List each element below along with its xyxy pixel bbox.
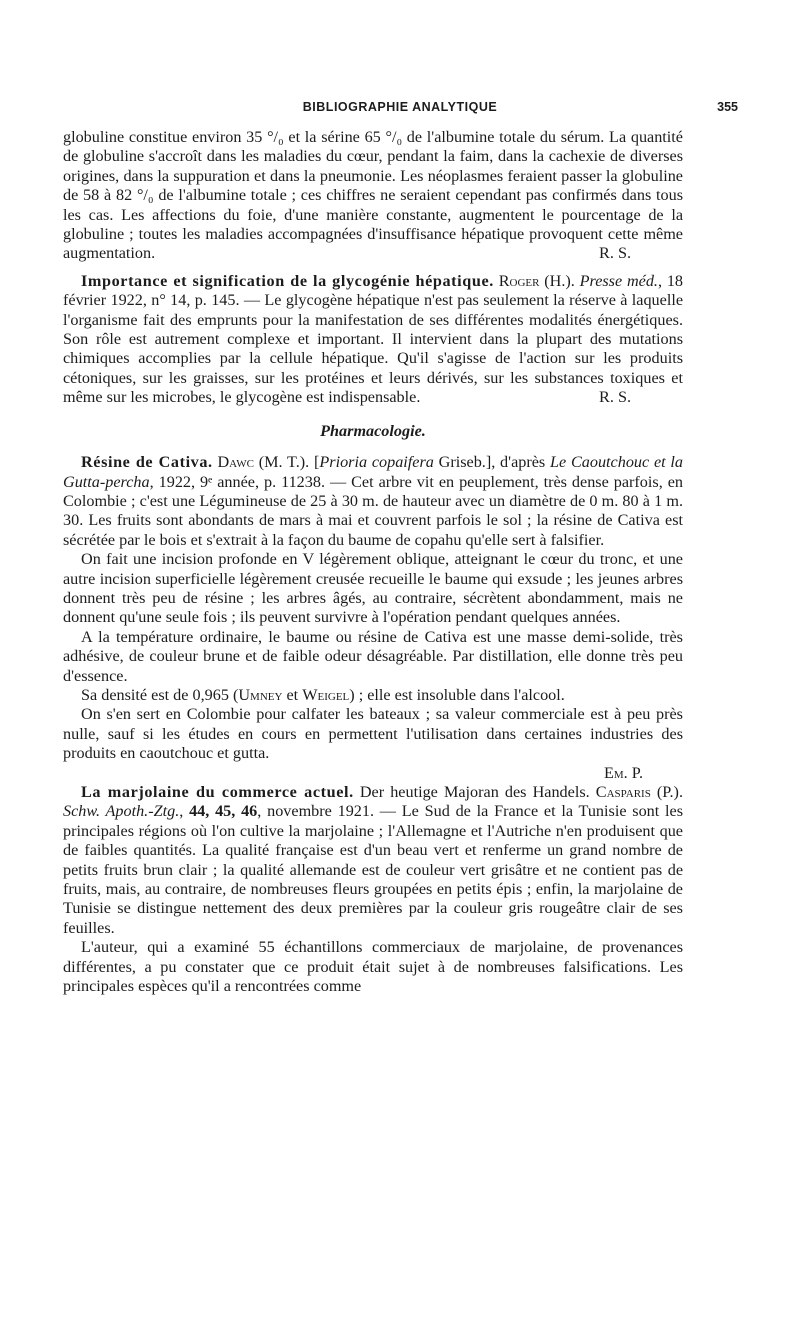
abstract-glycogenie — [63, 272, 683, 408]
author-initials: (H.). — [539, 271, 580, 290]
original-title: Der heutige Majoran des Handels. — [353, 783, 596, 801]
abstract-body: Le glycogène hépatique n'est pas seulement la réserve à laquelle l'organisme fait des emprunts pour la manifestation de ses différentes modalités énergétiques. Son rôle est autrement complexe et important. Il intervient dans la plupart des mutations chimiques accomplies par la cellule hépatique. Qu'il s'agisse de l'action sur les produits cétoniques, sur les graisses, sur les protéines et leurs dérivés, sur les substances toxiques et même sur les microbes, le glycogène est indispensable. — [63, 291, 684, 407]
author-name: Weigel — [302, 685, 350, 704]
abstract-paragraph — [63, 686, 683, 705]
paragraph-text: Sa densité est de 0,965 ( — [81, 685, 239, 704]
abstract-paragraph: A la température ordinaire, le baume ou résine de Cativa est une masse demi-solide, très adhésive, de couleur brune et de faible odeur désagréable. Par distillation, elle donne très peu d'essence. — [63, 627, 683, 685]
abstract-body: Cet arbre vit en peuplement, très dense parfois, en Colombie ; c'est une Légumineuse de 25 à 30 m. de hauteur avec un diamètre de 0 m. 80 à 1 m. 30. Les fruits sont abondants de mars à mai et couvrent parfois le sol ; la résine de Cativa est sécrétée par le bois et s'extrait à la façon du baume de copahu qu'elle sert à falsifier. — [63, 472, 683, 549]
citation-separator: , — [179, 802, 190, 821]
volume-numbers: 44, 45, 46 — [189, 802, 258, 821]
paragraph-text: et — [282, 685, 303, 704]
citation-reference: , novembre 1921. — — [257, 802, 402, 821]
abstract-text — [63, 783, 683, 938]
abstract-text — [63, 272, 683, 408]
author-name: Roger — [498, 271, 540, 290]
abstract-title: La marjolaine du commerce actuel. — [81, 783, 354, 801]
journal-name: Presse méd. — [579, 271, 658, 290]
section-heading: Pharmacologie. — [320, 421, 426, 440]
abstract-signature: R. S. — [599, 244, 631, 263]
abstract-signature: R. S. — [599, 388, 631, 407]
abstract-paragraph: L'auteur, qui a examiné 55 échantillons commerciaux de marjolaine, de provenances différentes, a pu constater que ce produit était sujet à de nombreuses falsifications. Les principales espèces qu'il a rencontrées comme — [63, 938, 683, 996]
author-initials: (P.). — [650, 783, 683, 801]
species-name: Prioria copaifera — [319, 453, 434, 472]
abstract-cativa — [63, 453, 683, 783]
author-name: Dawc — [217, 453, 254, 472]
journal-name: Schw. Apoth.-Ztg. — [63, 802, 180, 821]
abstract-signature: Em. P. — [603, 763, 643, 782]
citation-reference: , 1922, 9ᵉ année, p. 11238. — — [149, 472, 352, 491]
abstract-paragraph: On fait une incision profonde en V légèrement oblique, atteignant le cœur du tronc, et une autre incision superficielle légèrement creusée recueille le baume qui exsude ; les jeunes arbres donnent très peu de résine ; les arbres âgés, au contraire, sécrètent abondamment, mais ne donnent qu'une seule fois ; ils peuvent survivre à l'opération pendant quelques années. — [63, 550, 683, 627]
abstract-text — [63, 453, 683, 550]
abstract-title: Importance et signification de la glycogénie hépatique. — [81, 271, 494, 290]
page-number: 355 — [717, 100, 738, 114]
journal-name: Le Caoutchouc et la Gutta-percha — [63, 453, 684, 491]
abstract-body: globuline constitue environ 35 °/₀ et la sérine 65 °/₀ de l'albumine totale du sérum. La quantité de globuline s'accroît dans les maladies du cœur, pendant la faim, dans la cachexie de diverses origines, dans la suppuration et dans la pneumonie. Les néoplasmes feraient passer la globuline de 58 à 82 °/₀ de l'albumine totale ; ces chiffres ne seraient cependant pas confirmés dans tous les cas. Les affections du foie, d'une manière constante, augmentent le pourcentage de la globuline ; toutes les maladies accompagnées d'insuffisance hépatique provoquent cette même augmentation. — [63, 128, 683, 263]
author-name: Casparis — [595, 783, 651, 801]
author-name: Umney — [238, 685, 283, 704]
abstract-marjolaine — [63, 783, 683, 996]
abstract-globuline — [63, 128, 683, 264]
abstract-body: Le Sud de la France et la Tunisie sont les principales régions où l'on cultive la marjolaine ; l'Allemagne et l'Autriche n'en produisent que de faibles quantités. La qualité française est d'un beau vert et renferme un grand nombre de petits fruits brun clair ; la qualité allemande est de couleur vert grisâtre et ne contient pas de fruits, mais, au contraire, de nombreuses fleurs groupées en petits épis ; enfin, la marjolaine de Tunisie se distingue nettement des deux premières par la couleur gris rougeâtre clair de ses feuilles. — [63, 802, 684, 937]
abstract-text — [63, 128, 683, 264]
running-title: BIBLIOGRAPHIE ANALYTIQUE — [302, 100, 498, 114]
body-text — [63, 128, 683, 996]
paragraph-text: ) ; elle est insoluble dans l'alcool. — [349, 685, 565, 704]
abstract-paragraph: On s'en sert en Colombie pour calfater les bateaux ; sa valeur commerciale est à peu près nulle, sauf si les études en cours en permettent l'utilisation dans certaines industries des produits en caoutchouc et gutta. — [63, 705, 683, 763]
species-authority: Griseb.], d'après — [433, 453, 550, 472]
abstract-title: Résine de Cativa. — [81, 453, 213, 472]
author-initials: (M. T.). [ — [253, 453, 320, 472]
citation-reference: , 18 février 1922, n° 14, p. 145. — — [63, 271, 684, 310]
